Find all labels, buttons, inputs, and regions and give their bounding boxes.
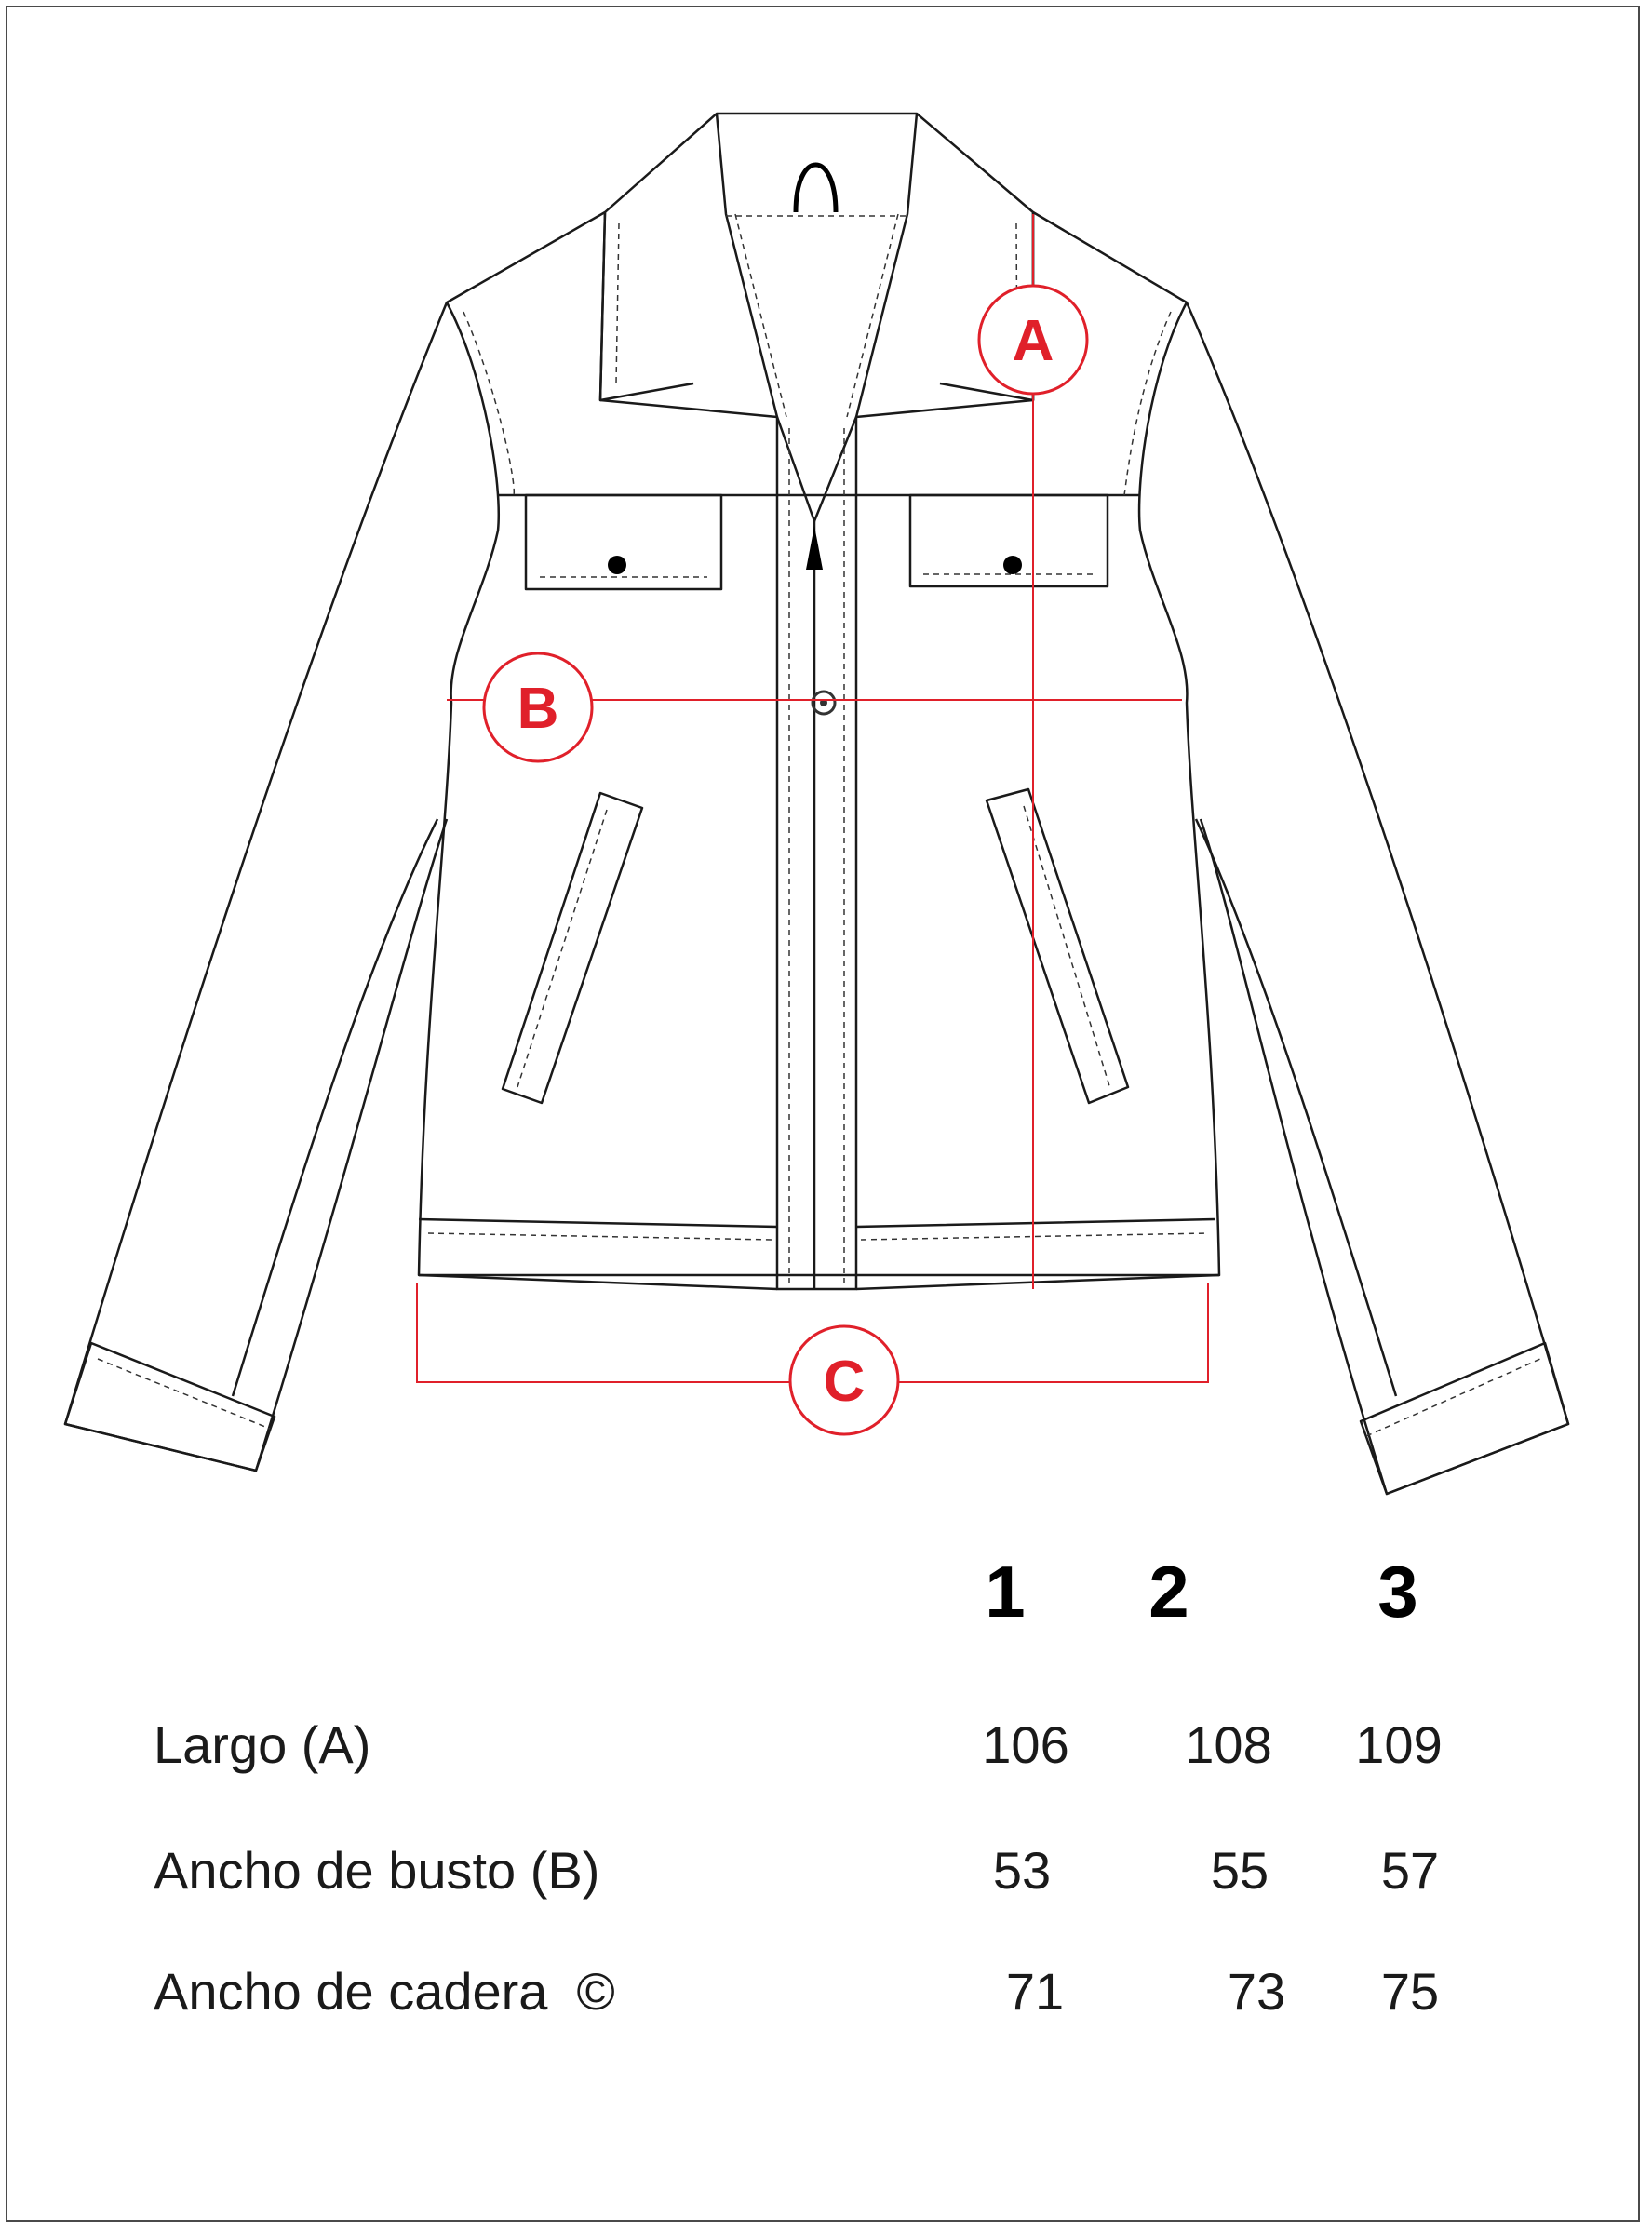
marker-c-label: C: [823, 1350, 866, 1414]
row-label-busto: Ancho de busto (B): [154, 1841, 600, 1900]
hem-band: [419, 1219, 1215, 1227]
right-cuff: [1361, 1343, 1568, 1494]
jacket-body: [419, 302, 1219, 1275]
cell-busto-2: 55: [1210, 1841, 1269, 1900]
right-welt-pocket: [987, 789, 1128, 1103]
size-header-3: 3: [1377, 1551, 1418, 1633]
size-header-1: 1: [985, 1551, 1026, 1633]
cell-largo-3: 109: [1355, 1715, 1443, 1774]
cell-cadera-1: 71: [1005, 1962, 1065, 2021]
cell-busto-3: 57: [1380, 1841, 1440, 1900]
cell-cadera-3: 75: [1380, 1962, 1440, 2021]
collar: [600, 114, 1033, 521]
row-label-largo: Largo (A): [154, 1715, 371, 1774]
zipper-pull: [806, 526, 823, 570]
cell-cadera-2: 73: [1227, 1962, 1286, 2021]
cell-largo-2: 108: [1185, 1715, 1272, 1774]
marker-b-label: B: [517, 677, 559, 741]
left-chest-pocket: [526, 495, 721, 589]
right-pocket-button: [1003, 556, 1022, 574]
right-sleeve: [1187, 302, 1568, 1494]
left-pocket-button: [608, 556, 626, 574]
left-welt-pocket: [503, 793, 642, 1103]
size-header-2: 2: [1148, 1551, 1189, 1633]
left-sleeve: [65, 302, 447, 1471]
marker-a-label: A: [1012, 309, 1054, 373]
cell-busto-1: 53: [992, 1841, 1052, 1900]
cell-largo-1: 106: [982, 1715, 1069, 1774]
hanger-loop: [796, 165, 836, 212]
row-label-cadera: Ancho de cadera ©: [154, 1962, 615, 2021]
